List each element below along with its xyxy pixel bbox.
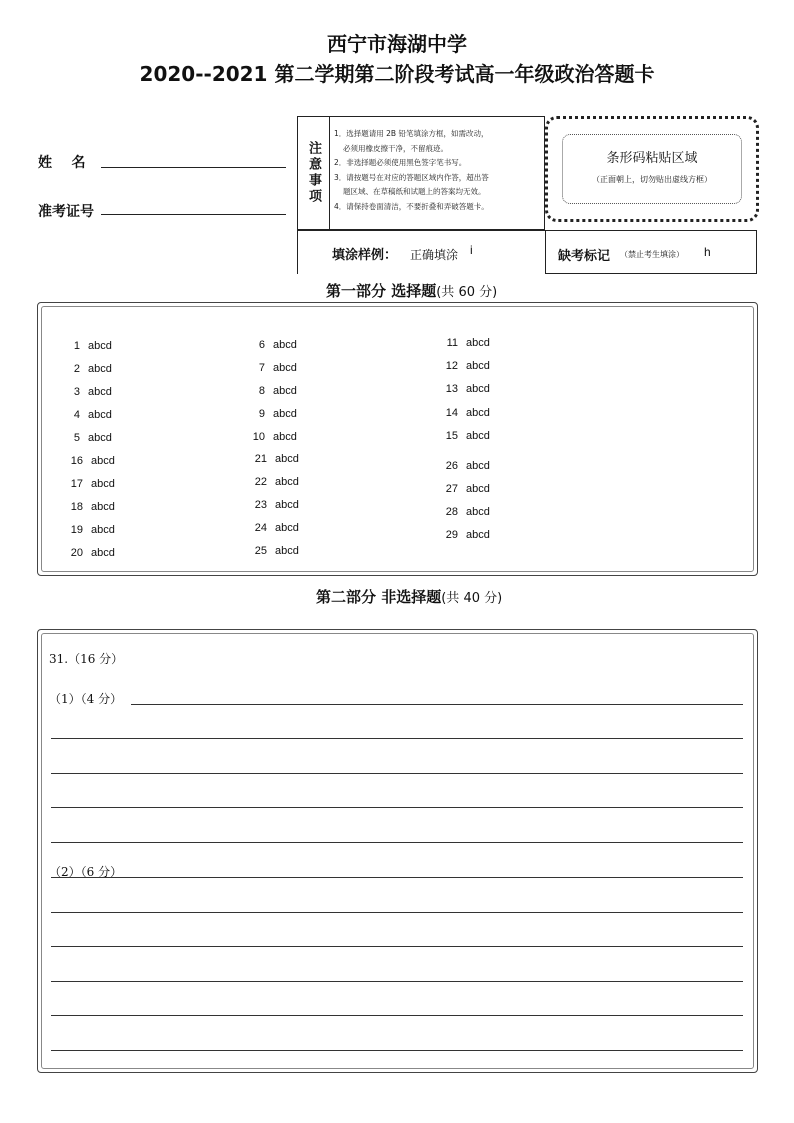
barcode-inner-box [562, 134, 742, 204]
answer-line[interactable] [51, 773, 743, 774]
fill-example-row [297, 230, 545, 274]
absent-mark-row [545, 230, 757, 274]
question-row[interactable]: 25 abcd [254, 545, 299, 557]
answer-line[interactable] [51, 842, 743, 843]
answer-line[interactable] [51, 946, 743, 947]
question-row[interactable]: 17 abcd [70, 478, 115, 490]
question-row[interactable]: 22 abcd [254, 476, 299, 488]
fill-example-label: 填涂样例： [332, 248, 398, 263]
barcode-area [545, 116, 759, 222]
answer-line[interactable] [51, 912, 743, 913]
question-row[interactable]: 10 abcd [252, 431, 297, 443]
question-row[interactable]: 6 abcd [258, 339, 297, 351]
question-row[interactable]: 8 abcd [258, 385, 297, 397]
absent-label: 缺考标记 [558, 249, 611, 264]
answer-line[interactable] [131, 704, 743, 705]
notice-item: 2．非选择题必须使用黑色签字笔书写。 [334, 158, 467, 167]
question-row[interactable]: 20 abcd [70, 547, 115, 559]
question-row[interactable]: 7 abcd [258, 362, 297, 374]
subquestion-2-label: （2）（6 分） [49, 865, 123, 879]
question-row[interactable]: 13 abcd [445, 383, 490, 395]
notice-box [297, 116, 545, 230]
name-label: 姓 名 [38, 155, 86, 171]
notice-item: 3．请按题号在对应的答题区域内作答，超出答 [334, 172, 489, 182]
question-row[interactable]: 18 abcd [70, 501, 115, 513]
answer-line[interactable] [51, 981, 743, 982]
notice-item: 题区域、在草稿纸和试题上的答案均无效。 [343, 187, 486, 196]
question-row[interactable]: 5 abcd [73, 432, 112, 444]
question-row[interactable]: 14 abcd [445, 407, 490, 419]
question-row[interactable]: 28 abcd [445, 506, 490, 518]
question-row[interactable]: 1 abcd [73, 340, 112, 352]
barcode-title: 条形码粘贴区域 [606, 151, 698, 166]
answer-line[interactable] [51, 738, 743, 739]
question-row[interactable]: 12 abcd [445, 360, 490, 372]
question-row[interactable]: 15 abcd [445, 430, 490, 442]
part1-points: (共 60 分) [436, 285, 498, 300]
question-row[interactable]: 4 abcd [73, 409, 112, 421]
part1-title [326, 280, 497, 301]
correct-fill-label: 正确填涂 [410, 248, 459, 262]
question-row[interactable]: 3 abcd [73, 386, 112, 398]
question-row[interactable]: 26 abcd [445, 460, 490, 472]
part2-title-text: 第二部分 非选择题 [316, 588, 442, 606]
absent-note: （禁止考生填涂） [620, 250, 684, 259]
exam-id-label: 准考证号 [38, 204, 94, 220]
question-row[interactable]: 21 abcd [254, 453, 299, 465]
notice-item: 1．选择题请用 2B 铅笔填涂方框，如需改动， [334, 129, 489, 138]
question-row[interactable]: 27 abcd [445, 483, 490, 495]
answer-line[interactable] [51, 877, 743, 878]
question-row[interactable]: 19 abcd [70, 524, 115, 536]
written-section-inner [41, 633, 754, 1069]
question-row[interactable]: 16 abcd [70, 455, 115, 467]
part2-title [316, 586, 502, 607]
question-row[interactable]: 29 abcd [445, 529, 490, 541]
question-row[interactable]: 2 abcd [73, 363, 112, 375]
name-field[interactable] [101, 167, 286, 168]
choice-block-2 [60, 448, 620, 559]
barcode-subtitle: （正面朝上，切勿贴出虚线方框） [592, 175, 712, 184]
subquestion-1-label: （1）（4 分） [49, 692, 123, 706]
notice-list [334, 127, 542, 214]
school-name: 西宁市海湖中学 [327, 32, 467, 56]
question-row[interactable]: 23 abcd [254, 499, 299, 511]
question-row[interactable]: 11 abcd [446, 337, 490, 349]
answer-line[interactable] [51, 807, 743, 808]
notice-heading: 注意事项 [306, 141, 321, 205]
exam-title: 2020--2021 第二学期第二阶段考试高一年级政治答题卡 [139, 62, 655, 86]
notice-item: 必须用橡皮擦干净，不留痕迹。 [343, 143, 448, 153]
correct-fill-mark: i [470, 243, 473, 257]
question-row[interactable]: 24 abcd [254, 522, 299, 534]
part2-points: (共 40 分) [441, 591, 503, 606]
question-31-header: 31.（16 分） [49, 652, 124, 666]
written-section [37, 629, 758, 1073]
absent-mark-box[interactable]: h [704, 245, 711, 259]
answer-line[interactable] [51, 1050, 743, 1051]
exam-id-field[interactable] [101, 214, 286, 215]
question-row[interactable]: 9 abcd [258, 408, 297, 420]
choice-block-1 [60, 330, 620, 444]
notice-item: 4．请保持卷面清洁，不要折叠和弄破答题卡。 [334, 201, 489, 211]
answer-line[interactable] [51, 1015, 743, 1016]
part1-title-text: 第一部分 选择题 [326, 282, 437, 300]
notice-heading-cell [298, 117, 330, 229]
